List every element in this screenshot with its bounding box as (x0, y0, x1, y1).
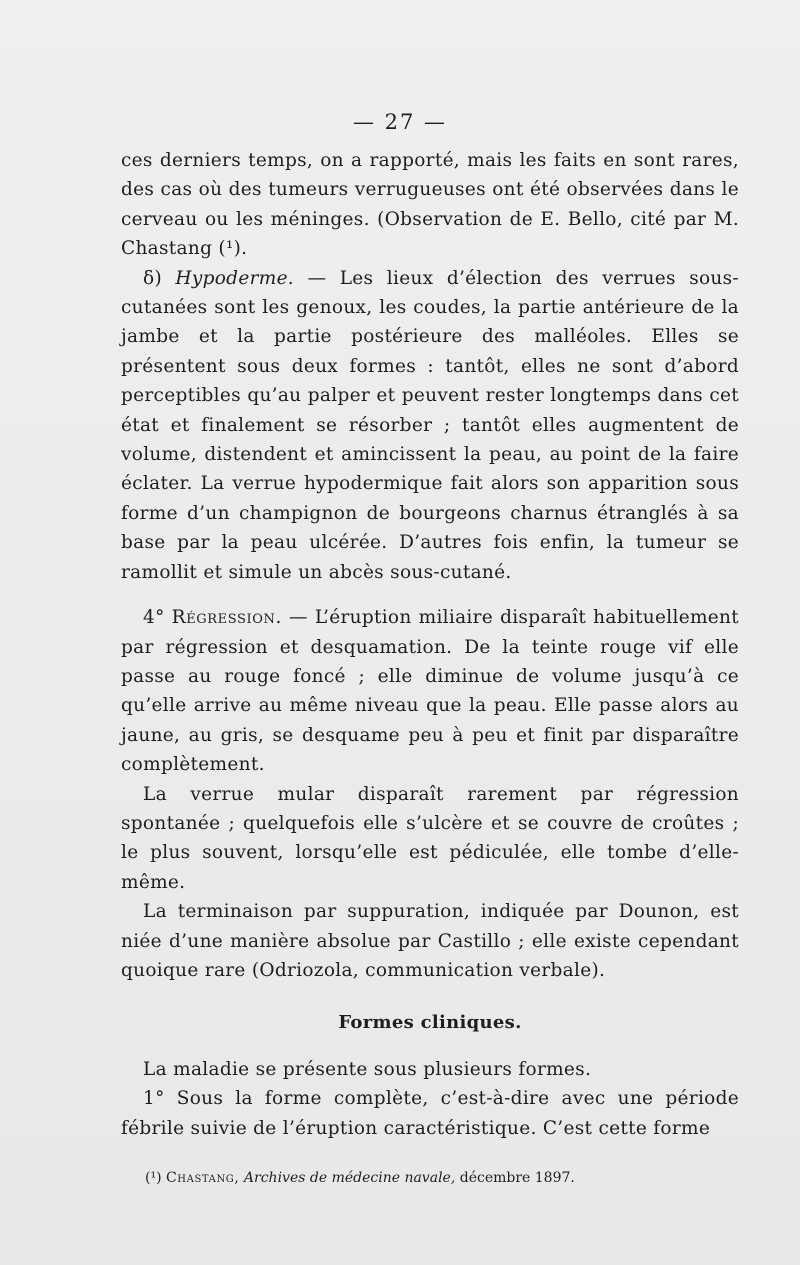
page-number: — 27 — (352, 110, 448, 134)
footnote-date: décembre 1897. (459, 1170, 575, 1186)
section-heading: Formes cliniques. (338, 1012, 522, 1034)
paragraph-cerebral: ces derniers temps, on a rapporté, mais les faits en sont rares, des cas où des tumeurs verrugueuses ont été observées dans le cerveau ou les méninges. (Observation de E. Bello, cité par M. Chastang (¹). (121, 150, 739, 260)
item-label: 4° (143, 607, 165, 629)
item-lead: Régression. (171, 607, 282, 629)
item-lead: Hypoderme. (175, 267, 294, 289)
paragraph-regression (121, 603, 739, 779)
paragraph-mular: La verrue mular disparaît rarement par régression spontanée ; quelquefois elle s’ulcère et se couvre de croûtes ; le plus souvent, lorsqu’elle est pédiculée, elle tombe d’elle-même. (121, 783, 739, 893)
paragraph-suppuration: La terminaison par suppuration, indiquée par Dounon, est niée d’une manière absolue par Castillo ; elle existe cependant quoique rare (Odriozola, communication verbale). (121, 901, 739, 981)
item-text: — L’éruption miliaire disparaît habituellement par régression et desquamation. De la teinte rouge vif elle passe au rouge foncé ; elle diminue de volume jusqu’à ce qu’elle arrive au même niveau que la peau. Elle passe alors au jaune, au gris, se desquame peu à peu et finit par disparaître complètement. (121, 607, 739, 776)
footnote-author: Chastang, (166, 1170, 240, 1186)
paragraph-complete-form: 1° Sous la forme complète, c’est-à-dire avec une période fébrile suivie de l’éruption caractéristique. C’est cette forme (121, 1088, 739, 1139)
body-text (121, 146, 739, 1143)
paragraph-hypoderme (121, 264, 739, 587)
footnote-source: Archives de médecine navale, (243, 1170, 456, 1186)
footnote (145, 1170, 745, 1186)
item-label: δ) (143, 267, 162, 289)
footnote-marker: (¹) (145, 1170, 162, 1186)
item-text: — Les lieux d’élection des verrues sous-cutanées sont les genoux, les coudes, la partie antérieure de la jambe et la partie postérieure des malléoles. Elles se présentent sous deux formes : tantôt, elles ne sont d’abord perceptibles qu’au palper et peuvent rester longtemps dans cet état et finalement se résorber ; tantôt elles augmentent de volume, distendent et amincissent la peau, au point de la faire éclater. La verrue hypodermique fait alors son apparition sous forme d’un champignon de bourgeons charnus étranglés à sa base par la peau ulcérée. D’autres fois enfin, la tumeur se ramollit et simule un abcès sous-cutané. (121, 267, 739, 583)
paragraph-forms-intro: La maladie se présente sous plusieurs formes. (143, 1058, 592, 1080)
